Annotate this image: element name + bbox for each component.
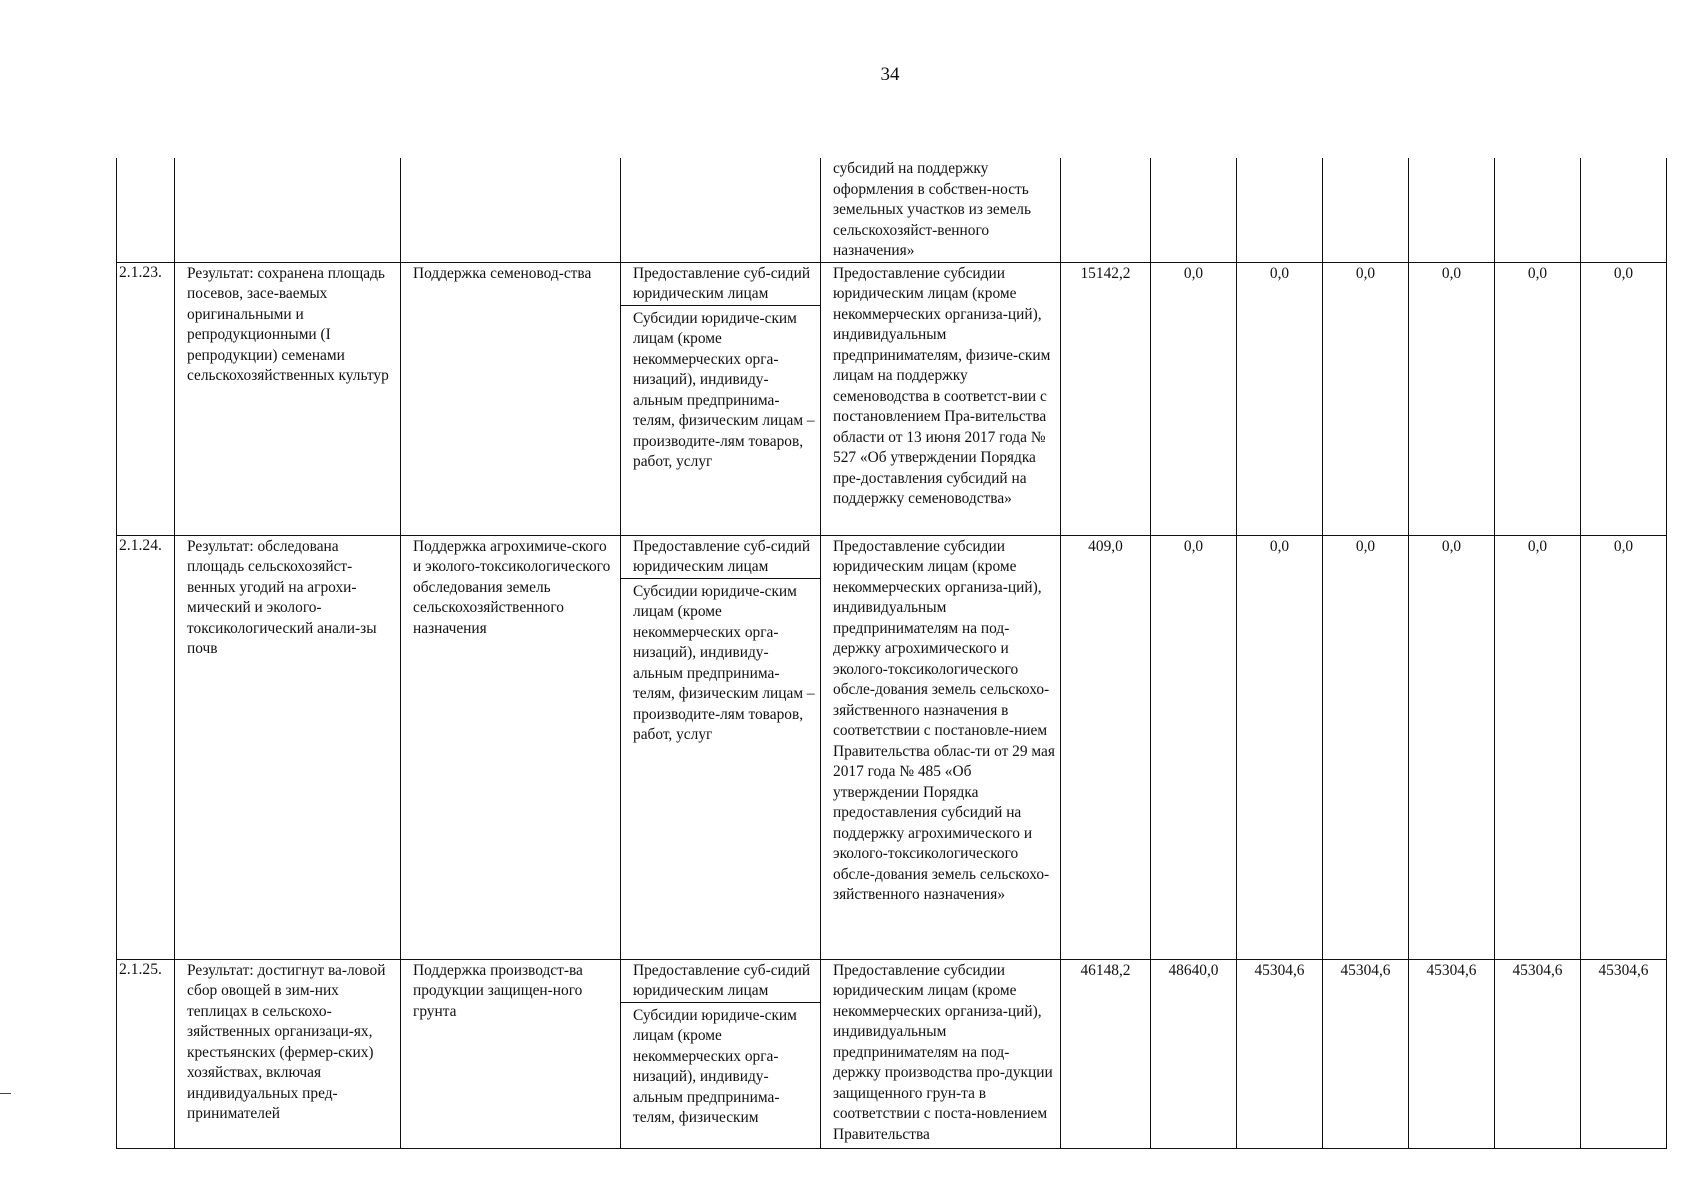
value-cell — [1581, 158, 1667, 262]
mechanism-bottom: Субсидии юридиче-ским лицам (кроме некоммерческих орга-низаций), индивиду-альным предпринима-телям, физическим лицам – производите-лям товаров, работ, услуг — [633, 582, 815, 743]
mechanism-cell — [621, 262, 821, 535]
value-cell: 45304,6 — [1323, 959, 1409, 1148]
mechanism-bottom: Субсидии юридиче-ским лицам (кроме некоммерческих орга-низаций), индивиду-альным предпринима-телям, физическим — [633, 1006, 797, 1126]
value-cell: 45304,6 — [1581, 959, 1667, 1148]
mechanism-cell — [621, 535, 821, 959]
num-cell — [117, 158, 175, 262]
value-cell: 0,0 — [1495, 262, 1581, 535]
activity-cell: Поддержка агрохимиче-ского и эколого-токсикологического обследования земель сельскохозяйственного назначения — [401, 535, 621, 959]
legal-basis-cell: Предоставление субсидии юридическим лицам (кроме некоммерческих организа-ций), индивидуальным предпринимателям, физиче-ским лицам на поддержку семеноводства в соответст-вии с постановлением Пра-вительства области от 13 июня 2017 года № 527 «Об утверждении Порядка пре-доставления субсидий на поддержку семеноводства» — [821, 262, 1061, 535]
value-cell: 46148,2 — [1061, 959, 1151, 1148]
page-number: 34 — [880, 64, 900, 85]
value-cell: 0,0 — [1409, 535, 1495, 959]
value-cell — [1151, 158, 1237, 262]
value-cell: 0,0 — [1323, 262, 1409, 535]
table-row — [117, 959, 1667, 1148]
value-cell: 0,0 — [1151, 535, 1237, 959]
table-row — [117, 535, 1667, 959]
result-cell: Результат: сохранена площадь посевов, засе-ваемых оригинальными и репродукционными (I репродукции) семенами сельскохозяйственных культур — [175, 262, 401, 535]
row-number: 2.1.25. — [117, 959, 175, 1148]
value-cell — [1409, 158, 1495, 262]
value-cell: 0,0 — [1409, 262, 1495, 535]
mechanism-top: Предоставление суб-сидий юридическим лицам — [621, 537, 820, 579]
table-row — [117, 262, 1667, 535]
margin-mark — [0, 1093, 11, 1094]
value-cell: 0,0 — [1151, 262, 1237, 535]
value-cell: 45304,6 — [1495, 959, 1581, 1148]
value-cell: 45304,6 — [1237, 959, 1323, 1148]
row-number: 2.1.23. — [117, 262, 175, 535]
result-cell: Результат: достигнут ва-ловой сбор овощей в зим-них теплицах в сельскохо-зяйственных организаци-ях, крестьянских (фермер-ских) хозяйствах, включая индивидуальных пред-принимателей — [175, 959, 401, 1148]
activity-cell: Поддержка производст-ва продукции защищен-ного грунта — [401, 959, 621, 1148]
value-cell: 0,0 — [1581, 262, 1667, 535]
value-cell: 45304,6 — [1409, 959, 1495, 1148]
mechanism-cell — [621, 158, 821, 262]
activity-cell — [401, 158, 621, 262]
value-cell: 0,0 — [1237, 535, 1323, 959]
mechanism-top: Предоставление суб-сидий юридическим лицам — [621, 961, 820, 1003]
legal-basis-cell: Предоставление субсидии юридическим лицам (кроме некоммерческих организа-ций), индивидуальным предпринимателям на под-держку агрохимического и эколого-токсикологического обсле-дования земель сельскохо-зяйственного назначения в соответствии с постановле-нием Правительства облас-ти от 29 мая 2017 года № 485 «Об утверждении Порядка предоставления субсидий на поддержку агрохимического и эколого-токсикологического обсле-дования земель сельскохо-зяйственного назначения» — [821, 535, 1061, 959]
value-cell: 0,0 — [1581, 535, 1667, 959]
value-cell — [1323, 158, 1409, 262]
result-cell: Результат: обследована площадь сельскохозяйст-венных угодий на агрохи-мический и эколого-токсикологический анали-зы почв — [175, 535, 401, 959]
mechanism-cell — [621, 959, 821, 1148]
value-cell — [1495, 158, 1581, 262]
mechanism-top: Предоставление суб-сидий юридическим лицам — [621, 264, 820, 306]
value-cell: 0,0 — [1495, 535, 1581, 959]
value-cell: 48640,0 — [1151, 959, 1237, 1148]
value-cell: 0,0 — [1323, 535, 1409, 959]
legal-basis-cell: Предоставление субсидии юридическим лицам (кроме некоммерческих организа-ций), индивидуальным предпринимателям на под-держку производства про-дукции защищенного грун-та в соответствии с поста-новлением Правительства — [821, 959, 1061, 1148]
value-cell: 409,0 — [1061, 535, 1151, 959]
value-cell — [1061, 158, 1151, 262]
value-cell: 0,0 — [1237, 262, 1323, 535]
value-cell — [1237, 158, 1323, 262]
legal-basis-cell: субсидий на поддержку оформления в собствен-ность земельных участков из земель сельскохозяйст-венного назначения» — [821, 158, 1061, 262]
result-cell — [175, 158, 401, 262]
mechanism-bottom: Субсидии юридиче-ским лицам (кроме некоммерческих орга-низаций), индивиду-альным предпринима-телям, физическим лицам – производите-лям товаров, работ, услуг — [633, 309, 815, 470]
activity-cell: Поддержка семеновод-ства — [401, 262, 621, 535]
value-cell: 15142,2 — [1061, 262, 1151, 535]
table-row-continuation — [117, 158, 1667, 262]
row-number: 2.1.24. — [117, 535, 175, 959]
program-measures-table — [116, 158, 1667, 1149]
